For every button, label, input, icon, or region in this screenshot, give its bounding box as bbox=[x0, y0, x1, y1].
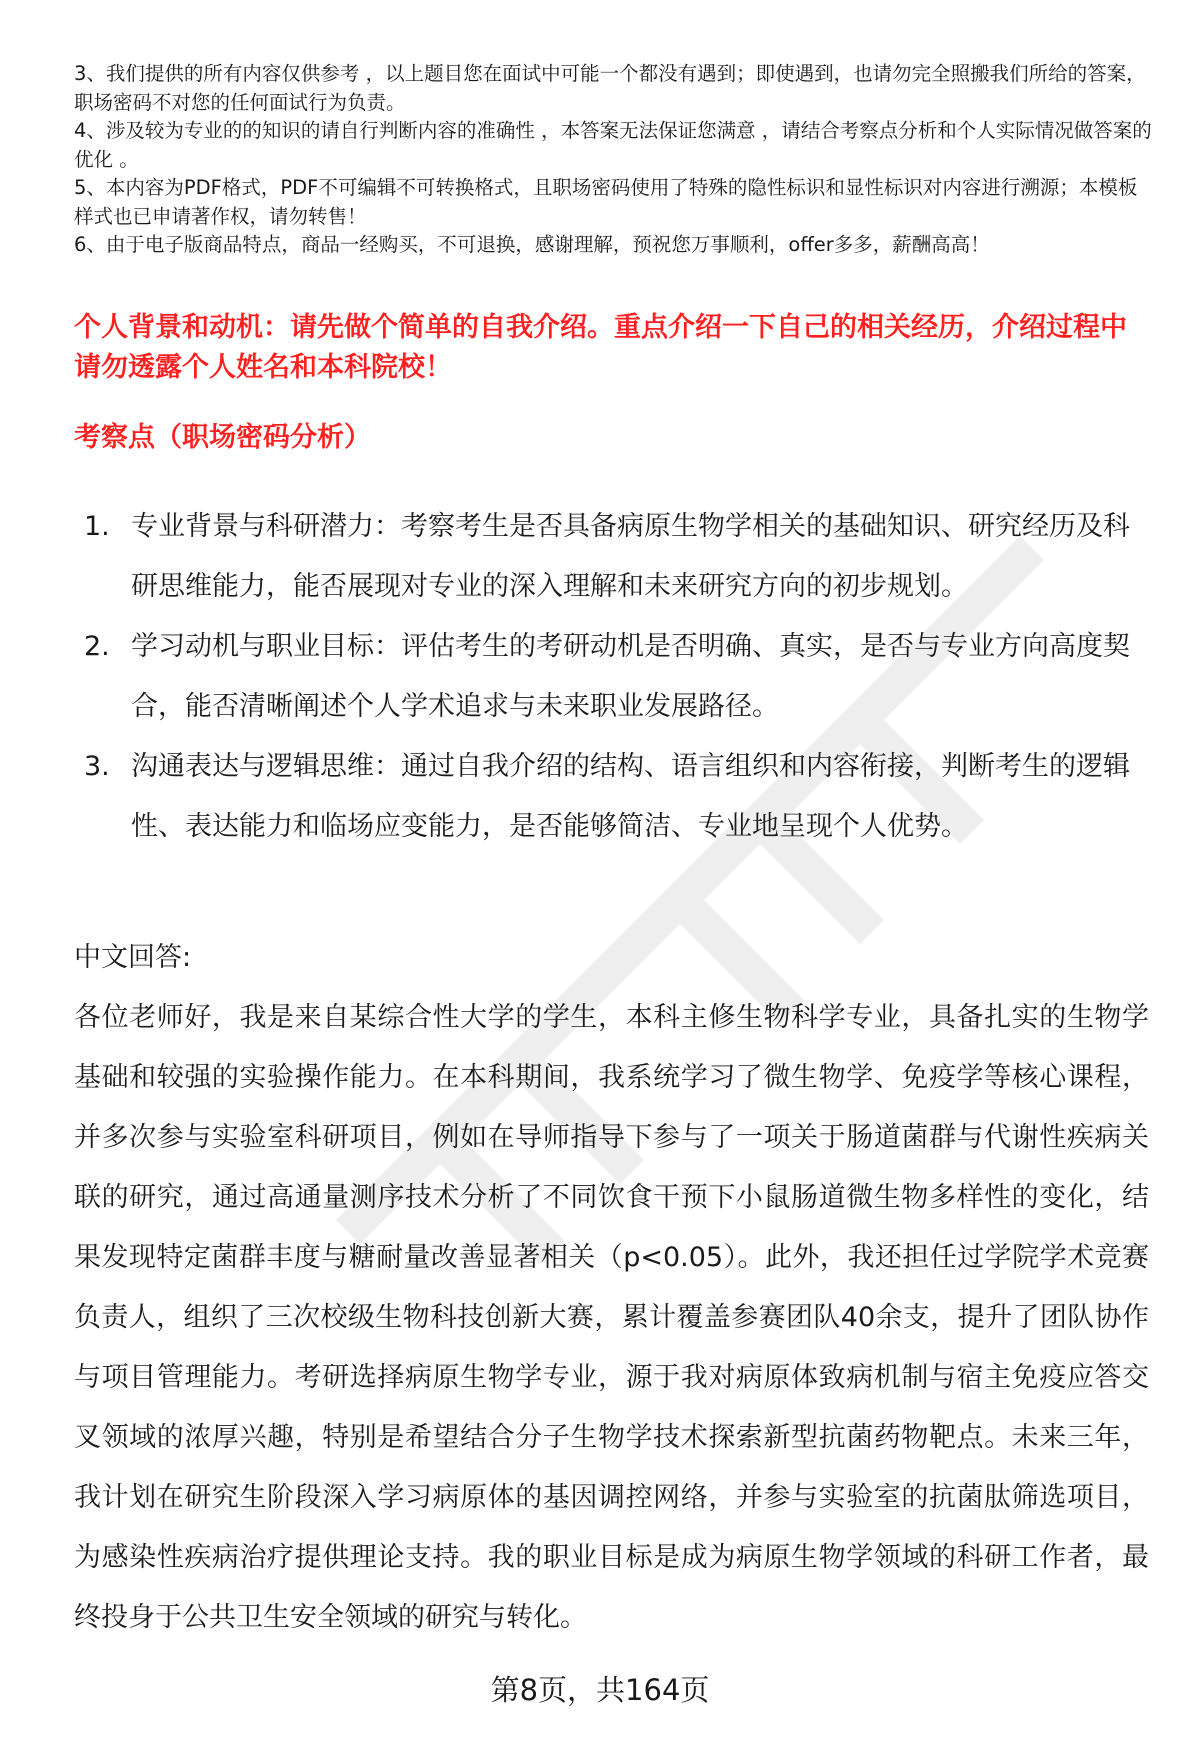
list-item-text: 沟通表达与逻辑思维：通过自我介绍的结构、语言组织和内容衔接，判断考生的逻辑性、表达能力和临场应变能力，是否能够简洁、专业地呈现个人优势。 bbox=[131, 751, 1130, 842]
answer-label: 中文回答: bbox=[74, 942, 192, 973]
list-item bbox=[84, 617, 1134, 737]
assessment-points-list bbox=[84, 497, 1134, 857]
list-item-number: 3. bbox=[84, 751, 110, 782]
notice-item: 5、本内容为PDF格式，PDF不可编辑不可转换格式，且职场密码使用了特殊的隐性标识和显性标识对内容进行溯源；本模板样式也已申请著作权，请勿转售！ bbox=[74, 176, 1138, 228]
list-item bbox=[84, 737, 1134, 857]
list-item-number: 1. bbox=[84, 511, 110, 542]
question-heading: 个人背景和动机：请先做个简单的自我介绍。重点介绍一下自己的相关经历，介绍过程中请勿透露个人姓名和本科院校！ bbox=[74, 312, 1127, 383]
list-item-text: 学习动机与职业目标：评估考生的考研动机是否明确、真实，是否与专业方向高度契合，能否清晰阐述个人学术追求与未来职业发展路径。 bbox=[131, 631, 1130, 722]
notice-item: 6、由于电子版商品特点，商品一经购买，不可退换，感谢理解，预祝您万事顺利，offer多多，薪酬高高！ bbox=[74, 233, 990, 256]
notice-list bbox=[74, 60, 1154, 260]
list-item bbox=[84, 497, 1134, 617]
points-heading: 考察点（职场密码分析） bbox=[74, 422, 371, 453]
page-number: 第8页，共164页 bbox=[490, 1673, 710, 1707]
notice-item: 3、我们提供的所有内容仅供参考 ，以上题目您在面试中可能一个都没有遇到；即使遇到，也请勿完全照搬我们所给的答案，职场密码不对您的任何面试行为负责。 bbox=[74, 62, 1146, 114]
answer-paragraph: 各位老师好，我是来自某综合性大学的学生，本科主修生物科学专业，具备扎实的生物学基础和较强的实验操作能力。在本科期间，我系统学习了微生物学、免疫学等核心课程，并多次参与实验室科研项目，例如在导师指导下参与了一项关于肠道菌群与代谢性疾病关联的研究，通过高通量测序技术分析了不同饮食干预下小鼠肠道微生物多样性的变化，结果发现特定菌群丰度与糖耐量改善显著相关（p<0.05）。此外，我还担任过学院学术竞赛负责人，组织了三次校级生物科技创新大赛，累计覆盖参赛团队40余支，提升了团队协作与项目管理能力。考研选择病原生物学专业，源于我对病原体致病机制与宿主免疫应答交叉领域的浓厚兴趣，特别是希望结合分子生物学技术探索新型抗菌药物靶点。未来三年，我计划在研究生阶段深入学习病原体的基因调控网络，并参与实验室的抗菌肽筛选项目，为感染性疾病治疗提供理论支持。我的职业目标是成为病原生物学领域的科研工作者，最终投身于公共卫生安全领域的研究与转化。 bbox=[74, 1002, 1149, 1633]
list-item-text: 专业背景与科研潜力：考察考生是否具备病原生物学相关的基础知识、研究经历及科研思维能力，能否展现对专业的深入理解和未来研究方向的初步规划。 bbox=[131, 511, 1130, 602]
notice-item: 4、涉及较为专业的的知识的请自行判断内容的准确性 ，本答案无法保证您满意 ，请结合考察点分析和个人实际情况做答案的优化 。 bbox=[74, 119, 1152, 171]
list-item-number: 2. bbox=[84, 631, 110, 662]
document-page bbox=[74, 60, 1154, 1633]
